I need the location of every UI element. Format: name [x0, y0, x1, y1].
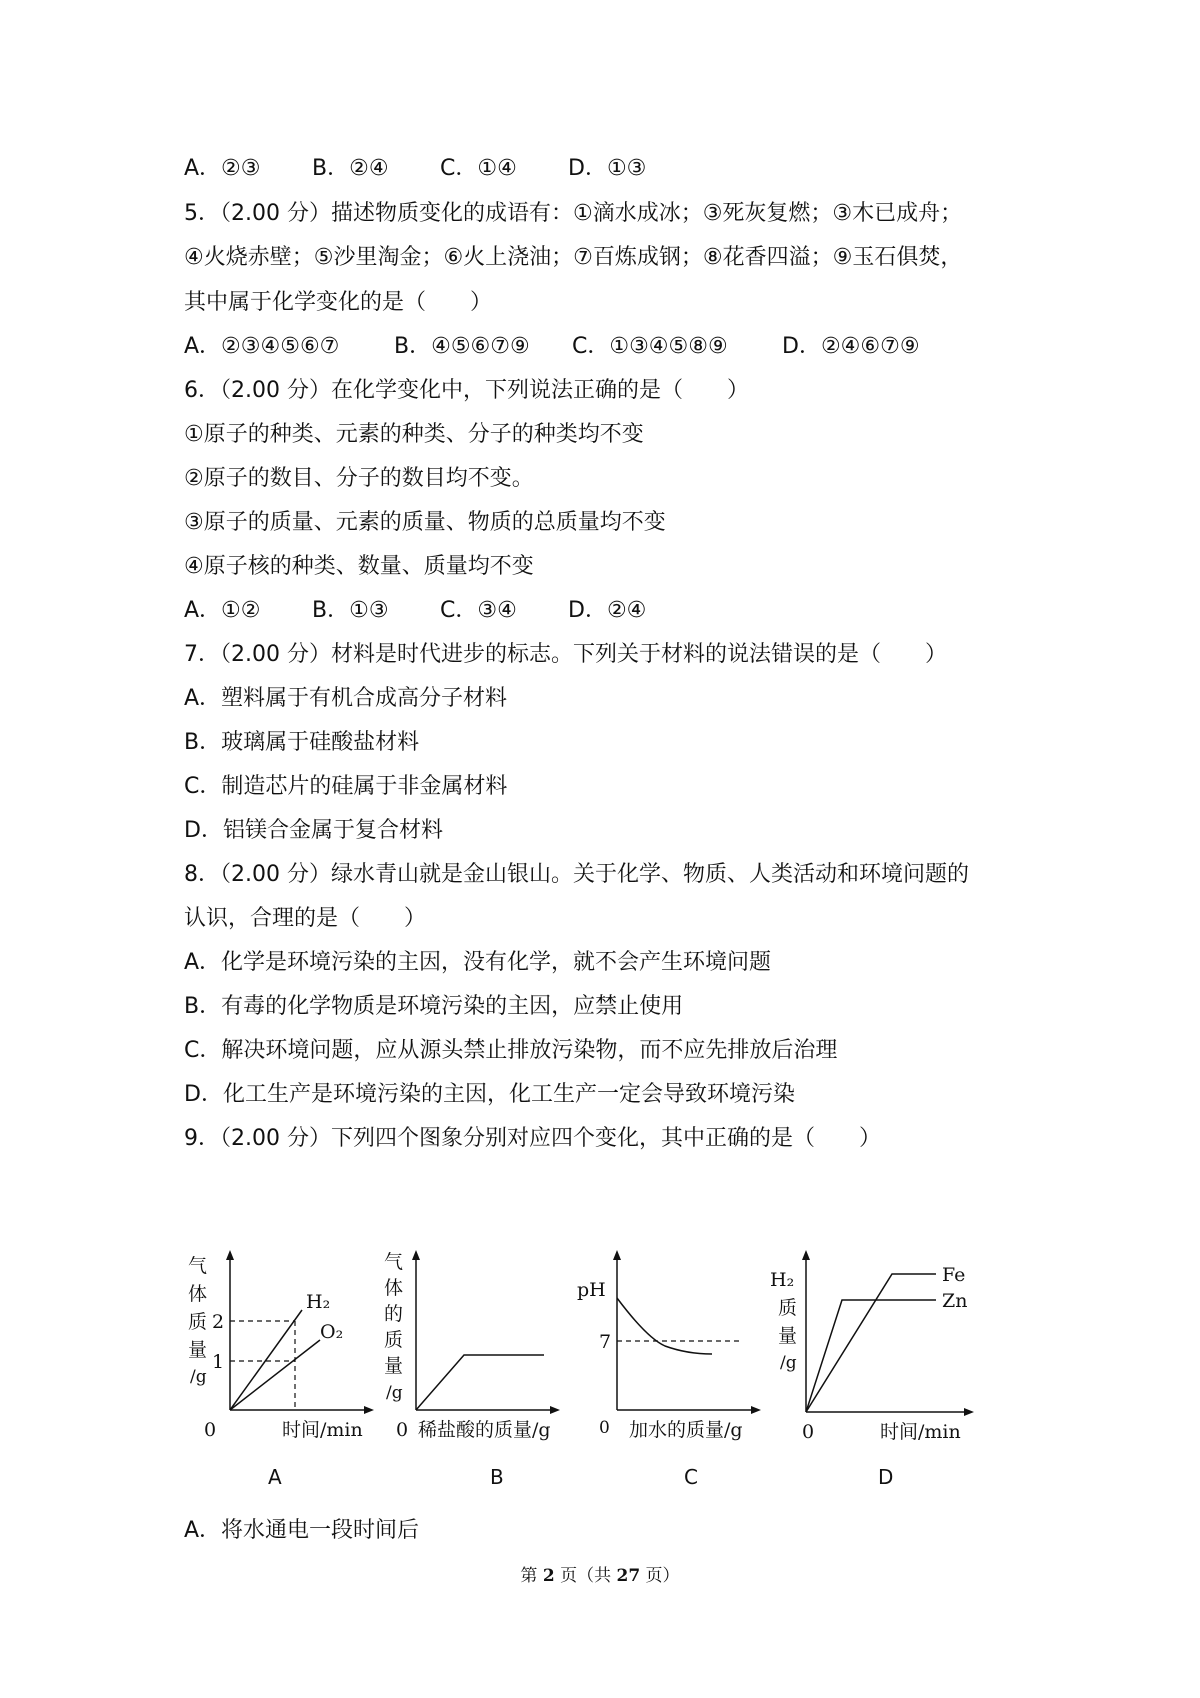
q7-stem: 7．（2.00 分）材料是时代进步的标志。下列关于材料的说法错误的是（ ）	[184, 642, 947, 667]
q9-option-a: A．将水通电一段时间后	[184, 1518, 420, 1543]
graph-a-ylabel-3: 质	[188, 1311, 208, 1333]
option-a: A．①②	[184, 598, 261, 623]
graph-a-y-arrow	[226, 1250, 234, 1260]
q6-options	[184, 596, 646, 626]
footer-page-number: 2	[542, 1566, 555, 1586]
graph-d-xlabel: 时间/min	[880, 1421, 961, 1443]
q8-option-c: C．解决环境问题，应从源头禁止排放污染物，而不应先排放后治理	[184, 1038, 838, 1063]
option-b: B．②④	[312, 156, 389, 181]
graph-d	[770, 1248, 985, 1458]
graph-c-origin: 0	[599, 1418, 610, 1438]
q5-options	[184, 332, 920, 362]
graph-d-fe-line	[806, 1274, 936, 1412]
q6-item-4: ④原子核的种类、数量、质量均不变	[184, 554, 534, 579]
q7-option-b: B．玻璃属于硅酸盐材料	[184, 730, 420, 755]
footer-total-pages: 27	[616, 1566, 641, 1586]
q8-stem-line-1: 8．（2.00 分）绿水青山就是金山银山。关于化学、物质、人类活动和环境问题的	[184, 862, 969, 887]
graph-b-ylabel-3: 的	[384, 1303, 404, 1325]
graph-a-ylabel-2: 体	[188, 1283, 208, 1305]
footer-prefix: 第	[520, 1566, 543, 1586]
graph-b-caption: B	[490, 1465, 504, 1489]
graph-a-tick-2: 2	[212, 1311, 225, 1333]
option-d: D．①③	[568, 156, 647, 181]
footer-middle: 页（共	[554, 1566, 617, 1586]
option-d: D．②④	[568, 598, 647, 623]
graph-b-ylabel-1: 气	[384, 1251, 404, 1273]
graph-c-x-arrow	[751, 1406, 761, 1414]
graph-d-y-arrow	[802, 1250, 810, 1260]
page-footer	[0, 1561, 1200, 1586]
option-a: A．②③	[184, 156, 261, 181]
option-b: B．④⑤⑥⑦⑨	[394, 334, 530, 359]
q5-stem-line-2: ④火烧赤壁；⑤沙里淘金；⑥火上浇油；⑦百炼成钢；⑧花香四溢；⑨玉石俱焚，	[184, 245, 963, 270]
graph-c-tick-7: 7	[599, 1331, 612, 1353]
graph-d-fe-label: Fe	[942, 1264, 966, 1286]
graph-d-origin: 0	[802, 1421, 815, 1443]
graph-d-caption: D	[878, 1465, 894, 1489]
graph-a-x-arrow	[364, 1406, 374, 1414]
graph-b-x-arrow	[550, 1406, 560, 1414]
graph-a-caption: A	[268, 1465, 282, 1489]
graph-a-ylabel-4: 量	[188, 1339, 208, 1361]
graph-b-ylabel-5: 量	[384, 1355, 404, 1377]
graph-d-x-arrow	[964, 1408, 974, 1416]
q5-stem-line-1: 5．（2.00 分）描述物质变化的成语有：①滴水成冰；③死灰复燃；③木已成舟；	[184, 201, 963, 226]
q6-item-3: ③原子的质量、元素的质量、物质的总质量均不变	[184, 510, 666, 535]
graph-d-ylabel-unit: /g	[780, 1353, 797, 1373]
q8-option-b: B．有毒的化学物质是环境污染的主因，应禁止使用	[184, 994, 684, 1019]
q4-options	[184, 154, 646, 184]
q6-item-2: ②原子的数目、分子的数目均不变。	[184, 466, 534, 491]
graph-a-origin: 0	[204, 1419, 217, 1441]
graph-b	[376, 1248, 576, 1458]
graph-b-ylabel-4: 质	[384, 1329, 404, 1351]
q8-option-a: A．化学是环境污染的主因，没有化学，就不会产生环境问题	[184, 950, 772, 975]
graph-c-y-arrow	[613, 1250, 621, 1260]
graph-b-ylabel-unit: /g	[386, 1383, 403, 1403]
graph-a-h2-label: H₂	[306, 1291, 331, 1313]
graph-c-curve	[617, 1298, 712, 1354]
option-b: B．①③	[312, 598, 389, 623]
graph-c	[577, 1248, 772, 1458]
option-a: A．②③④⑤⑥⑦	[184, 334, 340, 359]
option-c: C．①③④⑤⑧⑨	[572, 334, 728, 359]
footer-suffix: 页）	[640, 1566, 680, 1586]
graph-a-ylabel-unit: /g	[190, 1367, 207, 1387]
graph-b-xlabel: 稀盐酸的质量/g	[418, 1419, 551, 1441]
q7-option-d: D．铝镁合金属于复合材料	[184, 818, 443, 843]
q9-stem: 9．（2.00 分）下列四个图象分别对应四个变化，其中正确的是（ ）	[184, 1126, 881, 1151]
graph-d-zn-line	[806, 1300, 936, 1412]
graph-b-ylabel-2: 体	[384, 1277, 404, 1299]
q5-stem-line-3: 其中属于化学变化的是（ ）	[184, 290, 493, 315]
graph-d-zn-label: Zn	[942, 1290, 968, 1312]
option-c: C．③④	[440, 598, 517, 623]
graph-a-ylabel-1: 气	[188, 1255, 208, 1277]
q7-option-a: A．塑料属于有机合成高分子材料	[184, 686, 508, 711]
q8-option-d: D．化工生产是环境污染的主因，化工生产一定会导致环境污染	[184, 1082, 795, 1107]
graph-b-curve	[416, 1355, 544, 1410]
graph-a-h2-line	[230, 1310, 302, 1410]
graph-a-tick-1: 1	[212, 1351, 225, 1373]
q7-option-c: C．制造芯片的硅属于非金属材料	[184, 774, 508, 799]
graph-a	[180, 1248, 375, 1458]
graph-d-ylabel-3: 量	[778, 1325, 798, 1347]
graph-d-ylabel-2: 质	[778, 1297, 798, 1319]
q6-item-1: ①原子的种类、元素的种类、分子的种类均不变	[184, 422, 644, 447]
graph-a-o2-line	[230, 1340, 320, 1410]
graph-c-caption: C	[684, 1465, 698, 1489]
option-c: C．①④	[440, 156, 517, 181]
graph-b-origin: 0	[396, 1419, 409, 1441]
q8-stem-line-2: 认识，合理的是（ ）	[184, 906, 427, 931]
graph-c-ylabel: pH	[577, 1279, 606, 1301]
q6-stem: 6．（2.00 分）在化学变化中，下列说法正确的是（ ）	[184, 378, 749, 403]
graph-b-y-arrow	[412, 1250, 420, 1260]
graph-a-xlabel: 时间/min	[282, 1419, 363, 1441]
graph-a-o2-label: O₂	[320, 1321, 344, 1343]
graph-d-ylabel-1: H₂	[770, 1269, 795, 1291]
graph-c-xlabel: 加水的质量/g	[629, 1419, 743, 1441]
option-d: D．②④⑥⑦⑨	[782, 334, 920, 359]
